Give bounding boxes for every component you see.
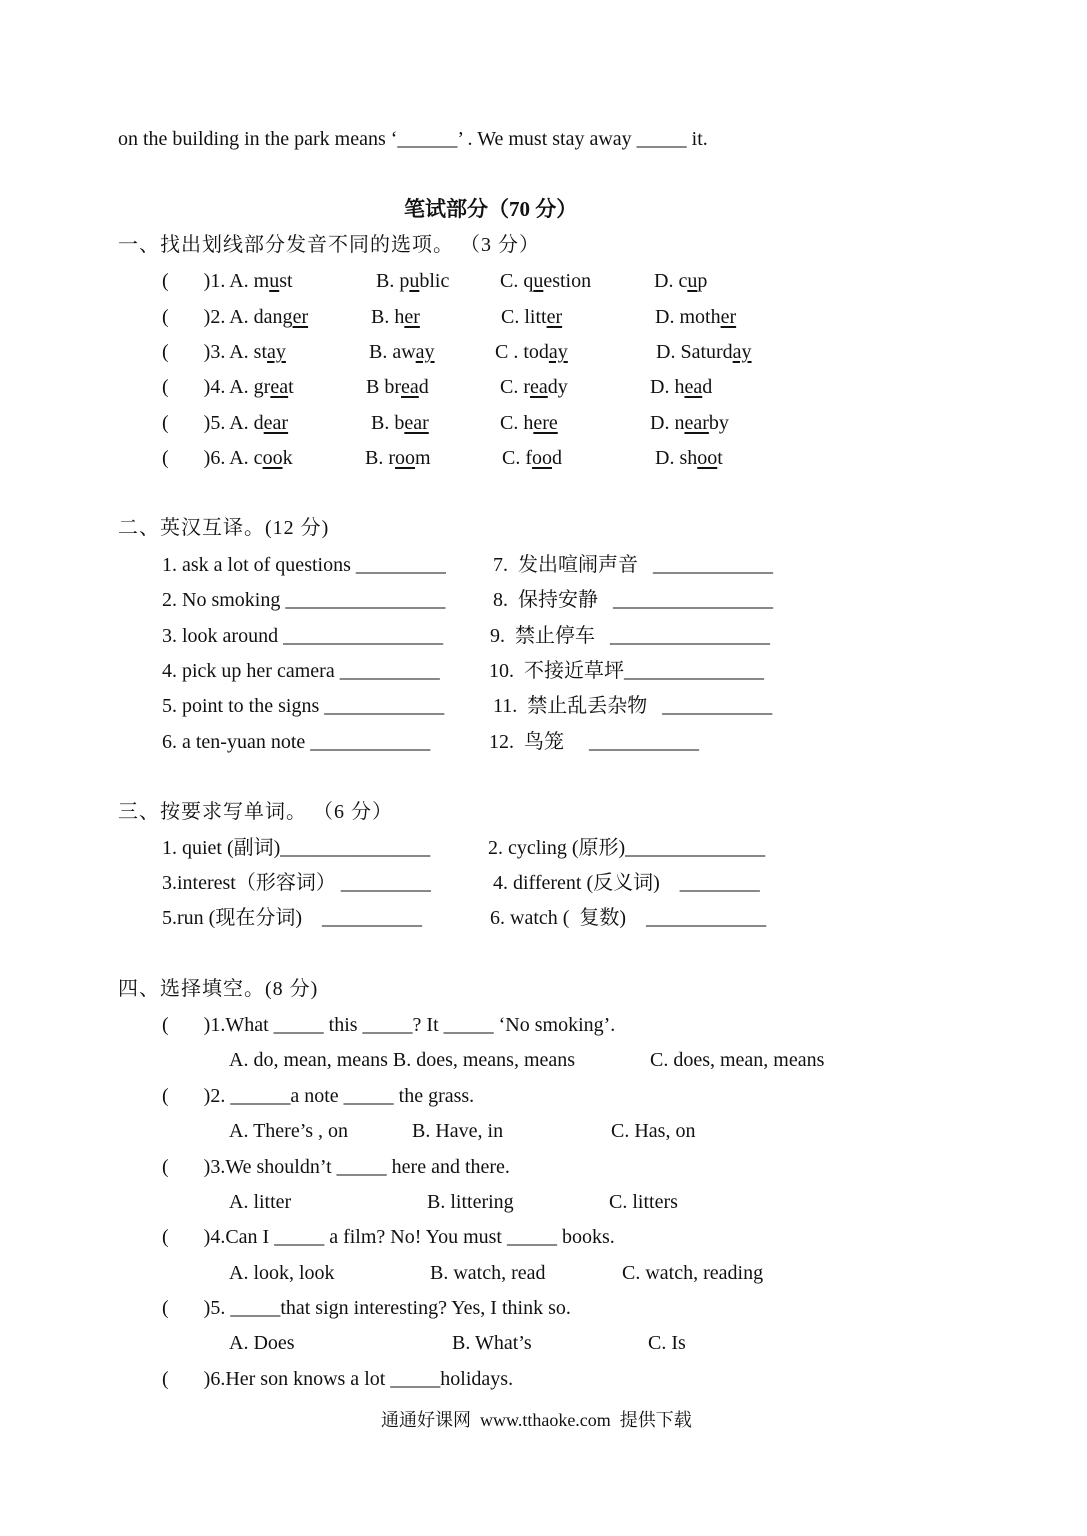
s3-item-1: 1. quiet (副词)_______________: [162, 837, 431, 859]
s1-word-d: [680, 341, 751, 363]
option-label: D.: [650, 376, 675, 398]
section3-heading: 三、按要求写单词。 （6 分）: [118, 801, 393, 823]
s1-row-4-option-d: [650, 377, 712, 397]
word-part: st: [253, 341, 268, 363]
s1-row-1-option-b: [376, 271, 449, 291]
s1-row-2-option-c: [501, 307, 562, 327]
underlined-letters: ear: [684, 412, 709, 434]
option-label: C .: [495, 341, 524, 363]
word-part: q: [523, 270, 534, 292]
underlined-letters: oo: [262, 447, 283, 469]
word-part: dang: [253, 306, 293, 328]
s4-q1-stem: ( )1.What _____ this _____? It _____ ‘No smoking’.: [162, 1014, 616, 1036]
s1-word-b: [384, 376, 428, 398]
underlined-letters: ay: [267, 341, 286, 363]
word-part: aw: [392, 341, 416, 363]
s1-row-4-option-b: [366, 377, 429, 397]
s3-item-4: 4. different (反义词) ________: [493, 872, 760, 894]
word-part: d: [702, 376, 713, 398]
s4-q2-option-b: B. Have, in: [412, 1120, 504, 1142]
s2-item-4: 4. pick up her camera __________: [162, 660, 440, 682]
s1-row-6-option-c: [502, 448, 562, 468]
option-label: C.: [502, 447, 526, 469]
word-part: moth: [679, 306, 721, 328]
word-part: h: [674, 376, 685, 398]
s4-q1-option-ab: A. do, mean, means B. does, means, means: [229, 1049, 576, 1071]
s1-word-a: [254, 341, 286, 363]
s1-word-a: [254, 376, 294, 398]
word-part: t: [717, 447, 723, 469]
underlined-letters: ea: [401, 376, 419, 398]
option-label: D.: [655, 447, 680, 469]
underlined-letters: er: [720, 306, 737, 328]
s1-row-number: ( )5. A.: [162, 412, 254, 434]
s1-word-c: [523, 341, 567, 363]
underlined-letters: u: [409, 270, 420, 292]
s2-item-7: 7. 发出喧闹声音 ____________: [493, 554, 773, 576]
option-label: B.: [376, 270, 400, 292]
word-part: n: [674, 412, 685, 434]
s4-q3-stem: ( )3.We shouldn’t _____ here and there.: [162, 1156, 510, 1178]
s2-item-3: 3. look around ________________: [162, 625, 444, 647]
option-label: D.: [656, 341, 681, 363]
s1-row-number: ( )1. A.: [162, 270, 254, 292]
s4-q6-stem: ( )6.Her son knows a lot _____holidays.: [162, 1368, 514, 1390]
s3-item-3: 3.interest（形容词） _________: [162, 872, 431, 894]
s1-row-5-option-b: [371, 413, 429, 433]
underlined-letters: er: [404, 306, 420, 328]
word-part: k: [282, 447, 293, 469]
s1-word-c: [523, 376, 567, 398]
option-label: C.: [501, 306, 525, 328]
s1-row-6-option-d: [655, 448, 723, 468]
underlined-letters: er: [546, 306, 563, 328]
s1-row-number: ( )4. A.: [162, 376, 254, 398]
option-label: B.: [369, 341, 393, 363]
s1-row-5-option-d: [650, 413, 729, 433]
s3-item-2: 2. cycling (原形)______________: [488, 837, 766, 859]
word-part: by: [708, 412, 729, 434]
option-label: D.: [655, 306, 680, 328]
section2-heading: 二、英汉互译。(12 分): [118, 517, 330, 539]
s4-q4-stem: ( )4.Can I _____ a film? No! You must _____ books.: [162, 1226, 615, 1248]
word-part: sh: [679, 447, 698, 469]
underlined-letters: oo: [532, 447, 553, 469]
s4-q4-option-c: C. watch, reading: [622, 1262, 764, 1284]
s1-row-3-option-d: [656, 342, 752, 362]
word-part: Saturd: [680, 341, 733, 363]
s1-row-number: ( )2. A.: [162, 306, 254, 328]
footer-note: 通通好课网 www.tthaoke.com 提供下载: [381, 1410, 692, 1430]
word-part: d: [418, 376, 429, 398]
intro-line: on the building in the park means ‘______’ . We must stay away _____ it.: [118, 128, 708, 150]
s1-row-3-option-c: [495, 342, 568, 362]
s1-word-d: [679, 306, 736, 328]
option-label: B.: [365, 447, 389, 469]
s1-row-5-option-c: [500, 413, 558, 433]
s1-row-2-option-a: [162, 307, 308, 327]
s1-word-a: [254, 447, 293, 469]
s1-word-a: [254, 306, 308, 328]
s3-item-6: 6. watch ( 复数) ____________: [490, 907, 767, 929]
option-label: B.: [371, 306, 395, 328]
underlined-letters: ere: [533, 412, 558, 434]
underlined-letters: oo: [697, 447, 718, 469]
s4-q3-option-b: B. littering: [427, 1191, 514, 1213]
s2-item-11: 11. 禁止乱丢杂物 ___________: [493, 695, 773, 717]
word-part: h: [394, 306, 405, 328]
word-part: d: [552, 447, 563, 469]
s4-q4-option-a: A. look, look: [229, 1262, 335, 1284]
s2-item-9: 9. 禁止停车 ________________: [490, 625, 770, 647]
underlined-letters: u: [269, 270, 280, 292]
word-part: f: [525, 447, 533, 469]
underlined-letters: ay: [548, 341, 568, 363]
s4-q3-option-a: A. litter: [229, 1191, 292, 1213]
word-part: d: [253, 412, 264, 434]
s1-row-1-option-a: [162, 271, 293, 291]
option-label: D.: [654, 270, 679, 292]
s4-q2-stem: ( )2. ______a note _____ the grass.: [162, 1085, 475, 1107]
option-label: B: [366, 376, 385, 398]
option-label: D.: [650, 412, 675, 434]
underlined-letters: ear: [263, 412, 289, 434]
word-part: r: [388, 447, 396, 469]
option-label: B.: [371, 412, 395, 434]
underlined-letters: ea: [530, 376, 548, 398]
s1-row-number: ( )6. A.: [162, 447, 254, 469]
s4-q5-stem: ( )5. _____that sign interesting? Yes, I think so.: [162, 1297, 571, 1319]
s2-item-8: 8. 保持安静 ________________: [493, 589, 773, 611]
s1-word-d: [674, 376, 712, 398]
s1-row-1-option-c: [500, 271, 591, 291]
s1-row-5-option-a: [162, 413, 288, 433]
s1-row-2-option-b: [371, 307, 420, 327]
s1-word-b: [394, 412, 428, 434]
s3-item-5: 5.run (现在分词) __________: [162, 907, 422, 929]
s1-word-c: [525, 447, 562, 469]
word-part: dy: [547, 376, 568, 398]
s2-item-1: 1. ask a lot of questions _________: [162, 554, 446, 576]
s2-item-6: 6. a ten-yuan note ____________: [162, 731, 431, 753]
s1-word-a: [254, 270, 293, 292]
word-part: estion: [543, 270, 592, 292]
s1-row-3-option-b: [369, 342, 435, 362]
s1-word-b: [394, 306, 420, 328]
word-part: p: [399, 270, 410, 292]
s4-q4-option-b: B. watch, read: [430, 1262, 546, 1284]
word-part: tod: [523, 341, 549, 363]
s4-q2-option-c: C. Has, on: [611, 1120, 696, 1142]
underlined-letters: oo: [395, 447, 416, 469]
underlined-letters: ear: [404, 412, 429, 434]
s2-item-5: 5. point to the signs ____________: [162, 695, 445, 717]
s2-item-2: 2. No smoking ________________: [162, 589, 446, 611]
page-title: 笔试部分（70 分）: [404, 197, 578, 221]
s1-row-4-option-c: [500, 377, 568, 397]
s1-word-c: [524, 306, 562, 328]
word-part: c: [253, 447, 263, 469]
section1-heading: 一、找出划线部分发音不同的选项。 （3 分）: [118, 234, 540, 256]
option-label: C.: [500, 376, 524, 398]
s1-word-c: [523, 412, 557, 434]
s1-word-d: [679, 447, 722, 469]
s1-word-c: [523, 270, 591, 292]
underlined-letters: er: [292, 306, 309, 328]
s4-q3-option-c: C. litters: [609, 1191, 678, 1213]
s1-word-b: [399, 270, 449, 292]
word-part: litt: [524, 306, 547, 328]
s1-word-b: [392, 341, 434, 363]
s2-item-10: 10. 不接近草坪______________: [489, 660, 764, 682]
word-part: c: [678, 270, 688, 292]
s1-row-4-option-a: [162, 377, 294, 397]
word-part: m: [415, 447, 431, 469]
section4-heading: 四、选择填空。(8 分): [118, 978, 319, 1000]
underlined-letters: ay: [732, 341, 752, 363]
word-part: st: [279, 270, 293, 292]
word-part: t: [288, 376, 294, 398]
word-part: blic: [419, 270, 450, 292]
s1-row-1-option-d: [654, 271, 707, 291]
s1-word-b: [388, 447, 430, 469]
s1-word-a: [254, 412, 288, 434]
s4-q5-option-a: A. Does: [229, 1332, 295, 1354]
word-part: b: [394, 412, 405, 434]
word-part: p: [697, 270, 708, 292]
s1-row-6-option-a: [162, 448, 293, 468]
s1-row-number: ( )3. A.: [162, 341, 254, 363]
word-part: gr: [253, 376, 271, 398]
s4-q1-option-c: C. does, mean, means: [650, 1049, 825, 1071]
s1-word-d: [678, 270, 707, 292]
s1-row-3-option-a: [162, 342, 286, 362]
s4-q5-option-b: B. What’s: [452, 1332, 532, 1354]
s2-item-12: 12. 鸟笼 ___________: [489, 731, 699, 753]
word-part: h: [523, 412, 534, 434]
option-label: C.: [500, 412, 524, 434]
underlined-letters: ea: [270, 376, 289, 398]
word-part: m: [253, 270, 270, 292]
s4-q2-option-a: A. There’s , on: [229, 1120, 349, 1142]
word-part: br: [384, 376, 402, 398]
underlined-letters: u: [533, 270, 544, 292]
s1-word-d: [674, 412, 728, 434]
underlined-letters: ay: [415, 341, 435, 363]
option-label: C.: [500, 270, 524, 292]
s1-row-2-option-d: [655, 307, 736, 327]
underlined-letters: ea: [684, 376, 703, 398]
s4-q5-option-c: C. Is: [648, 1332, 686, 1354]
underlined-letters: u: [687, 270, 698, 292]
s1-row-6-option-b: [365, 448, 431, 468]
word-part: r: [523, 376, 531, 398]
